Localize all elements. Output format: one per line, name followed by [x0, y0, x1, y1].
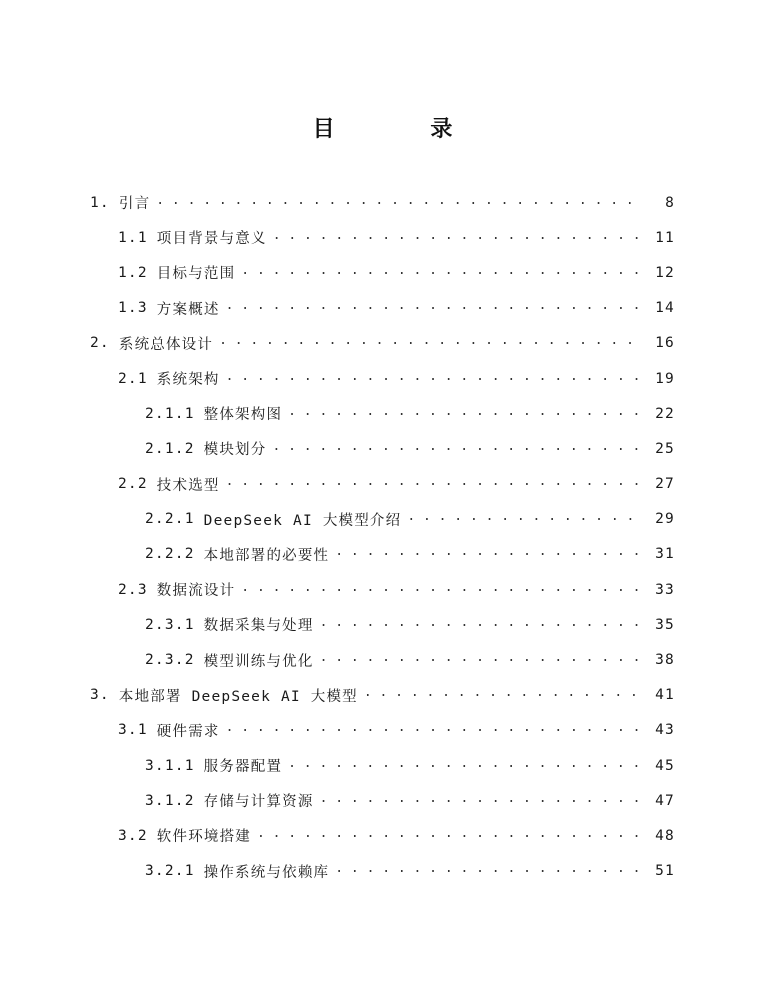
- toc-entry[interactable]: [0, 537, 765, 572]
- toc-entry-number: 3.1.1: [145, 757, 195, 774]
- toc-entry[interactable]: [0, 783, 765, 818]
- toc-entry-number: 1.3: [118, 300, 148, 317]
- toc-entry-text: 服务器配置: [203, 759, 283, 776]
- toc-entry[interactable]: [0, 854, 765, 889]
- toc-dot-leader: [226, 368, 643, 386]
- toc-entry-text: 存储与计算资源: [203, 794, 314, 811]
- toc-dot-leader: [226, 473, 643, 491]
- toc-entry[interactable]: [0, 607, 765, 642]
- toc-dot-leader: [241, 579, 643, 597]
- toc-entry-text: 引言: [118, 196, 151, 213]
- toc-list: [0, 185, 765, 889]
- toc-entry-text: 方案概述: [156, 301, 220, 318]
- toc-entry-number: 3.1: [118, 722, 148, 739]
- toc-dot-leader: [219, 332, 643, 350]
- toc-entry-text: DeepSeek AI 大模型介绍: [203, 512, 402, 529]
- toc-dot-leader: [241, 262, 643, 280]
- toc-entry-number: 3.2: [118, 827, 148, 844]
- toc-entry-page-number: 38: [655, 652, 675, 669]
- toc-entry-page-number: 41: [655, 687, 675, 704]
- toc-entry-page-number: 25: [655, 440, 675, 457]
- toc-entry-number: 2.3: [118, 581, 148, 598]
- toc-dot-leader: [335, 543, 643, 561]
- toc-entry-page-number: 31: [655, 546, 675, 563]
- toc-entry-page-number: 22: [655, 405, 675, 422]
- toc-dot-leader: [273, 227, 643, 245]
- toc-dot-leader: [320, 790, 643, 808]
- toc-entry-text: 软件环境搭建: [156, 829, 251, 846]
- toc-entry-text: 技术选型: [156, 477, 220, 494]
- toc-entry-number: 2.1.1: [145, 405, 195, 422]
- toc-entry-page-number: 51: [655, 863, 675, 880]
- toc-dot-leader: [156, 192, 643, 210]
- toc-entry[interactable]: [0, 642, 765, 677]
- toc-entry-text: 数据采集与处理: [203, 618, 314, 635]
- toc-entry-page-number: 47: [655, 792, 675, 809]
- toc-entry-text: 系统总体设计: [118, 336, 214, 353]
- toc-entry-number: 1.1: [118, 229, 148, 246]
- toc-dot-leader: [320, 614, 643, 632]
- toc-entry-page-number: 48: [655, 827, 675, 844]
- toc-entry-text: 目标与范围: [156, 266, 236, 283]
- toc-entry-page-number: 16: [655, 335, 675, 352]
- toc-dot-leader: [364, 684, 643, 702]
- toc-entry-number: 2.1: [118, 370, 148, 387]
- toc-entry-page-number: 8: [665, 194, 675, 211]
- toc-entry[interactable]: [0, 185, 765, 220]
- toc-entry-number: 3.2.1: [145, 863, 195, 880]
- toc-dot-leader: [288, 403, 643, 421]
- toc-dot-leader: [226, 297, 643, 315]
- toc-dot-leader: [320, 649, 643, 667]
- toc-entry-text: 整体架构图: [203, 407, 283, 424]
- toc-dot-leader: [335, 860, 643, 878]
- toc-entry[interactable]: [0, 396, 765, 431]
- toc-entry[interactable]: [0, 713, 765, 748]
- toc-entry[interactable]: [0, 431, 765, 466]
- toc-entry-number: 2.2.1: [145, 511, 195, 528]
- toc-entry[interactable]: [0, 678, 765, 713]
- toc-entry-text: 项目背景与意义: [156, 231, 267, 248]
- toc-entry-text: 本地部署的必要性: [203, 547, 330, 564]
- toc-entry-number: 2.2.2: [145, 546, 195, 563]
- toc-entry-page-number: 29: [655, 511, 675, 528]
- toc-dot-leader: [288, 755, 643, 773]
- toc-entry-text: 模型训练与优化: [203, 653, 314, 670]
- toc-entry-number: 2.2: [118, 476, 148, 493]
- toc-entry[interactable]: [0, 467, 765, 502]
- toc-entry-number: 1.2: [118, 264, 148, 281]
- toc-entry[interactable]: [0, 361, 765, 396]
- toc-entry-page-number: 11: [655, 229, 675, 246]
- toc-entry[interactable]: [0, 220, 765, 255]
- toc-entry-page-number: 27: [655, 476, 675, 493]
- toc-entry-page-number: 19: [655, 370, 675, 387]
- toc-entry-text: 操作系统与依赖库: [203, 864, 330, 881]
- toc-entry[interactable]: [0, 291, 765, 326]
- toc-entry-page-number: 45: [655, 757, 675, 774]
- toc-entry-number: 2.3.2: [145, 652, 195, 669]
- toc-entry-text: 系统架构: [156, 372, 220, 389]
- toc-entry[interactable]: [0, 572, 765, 607]
- toc-entry-number: 2.: [90, 335, 110, 352]
- toc-dot-leader: [272, 438, 643, 456]
- toc-entry-number: 2.3.1: [145, 616, 195, 633]
- toc-entry[interactable]: [0, 818, 765, 853]
- toc-entry-page-number: 43: [655, 722, 675, 739]
- toc-entry-number: 3.: [90, 687, 110, 704]
- toc-title: 目 录: [312, 117, 497, 142]
- toc-entry[interactable]: [0, 326, 765, 361]
- toc-entry-page-number: 14: [655, 300, 675, 317]
- toc-dot-leader: [407, 508, 643, 526]
- toc-entry[interactable]: [0, 255, 765, 290]
- toc-dot-leader: [257, 825, 643, 843]
- toc-entry-text: 数据流设计: [156, 583, 236, 600]
- toc-entry-page-number: 33: [655, 581, 675, 598]
- toc-entry-page-number: 12: [655, 264, 675, 281]
- toc-entry-page-number: 35: [655, 616, 675, 633]
- toc-entry-text: 模块划分: [203, 442, 267, 459]
- toc-entry-number: 1.: [90, 194, 110, 211]
- toc-entry-text: 本地部署 DeepSeek AI 大模型: [118, 688, 358, 705]
- toc-entry-number: 2.1.2: [145, 440, 195, 457]
- toc-entry[interactable]: [0, 502, 765, 537]
- toc-entry-number: 3.1.2: [145, 792, 195, 809]
- toc-entry-text: 硬件需求: [156, 723, 220, 740]
- toc-entry[interactable]: [0, 748, 765, 783]
- toc-dot-leader: [226, 719, 643, 737]
